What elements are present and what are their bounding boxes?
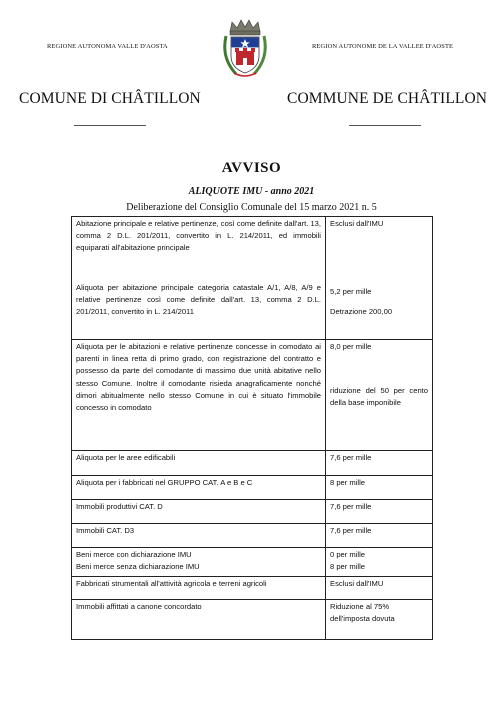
rate-description: Aliquota per le abitazioni e relative pertinenze concesse in comodato ai parenti in linea retta di primo grado, con registrazione del contratto e possesso da parte del comodante di massimo due unità abitative nello stesso Comune. Inoltre il comodante risieda anagraficamente nonché dimori abitualmente nello stesso Comune in cui è situato l'immobile concesso in comodato (72, 340, 326, 451)
table-row (72, 548, 433, 577)
rate-description: Immobili produttivi CAT. D (72, 500, 326, 524)
notice-title: AVVISO (221, 160, 282, 176)
rate-value: Esclusi dall'IMU (326, 577, 433, 600)
municipality-name-italian: COMUNE DI CHÂTILLON (19, 90, 201, 107)
table-row (72, 577, 433, 600)
table-row (72, 340, 433, 451)
description-text: Abitazione principale e relative pertinenze, così come definite dall'art. 13, comma 2 D.L. 201/2011, convertito in L. 214/2011, ed immobili equiparati all'abitazione principale (76, 219, 322, 253)
rate-value (326, 548, 433, 577)
header-divider-right (349, 125, 421, 126)
deliberation-reference: Deliberazione del Consiglio Comunale del 15 marzo 2021 n. 5 (126, 202, 377, 213)
rate-value: 8 per mille (326, 476, 433, 500)
rate-value (326, 340, 433, 451)
municipality-name-french: COMMUNE DE CHÂTILLON (287, 90, 488, 107)
table-row (72, 217, 433, 340)
rate-value: 7,6 per mille (326, 500, 433, 524)
table-row (72, 600, 433, 640)
value-text: Esclusi dall'IMU (330, 219, 384, 228)
rate-description: Aliquota per i fabbricati nel GRUPPO CAT. A e B e C (72, 476, 326, 500)
table-row (72, 476, 433, 500)
rate-description: Immobili affittati a canone concordato (72, 600, 326, 640)
municipal-coat-of-arms (222, 18, 268, 80)
header-divider-left (74, 125, 146, 126)
value-text: 8 per mille (330, 562, 366, 572)
value-text: 5,2 per mille (330, 287, 372, 296)
notice-subtitle: ALIQUOTE IMU - anno 2021 (188, 186, 315, 197)
rate-value (326, 217, 433, 340)
rate-description: Immobili CAT. D3 (72, 524, 326, 548)
value-text: 8,0 per mille (330, 342, 372, 351)
value-text: riduzione del 50 per cento della base imponibile (330, 386, 428, 408)
rate-value: Riduzione al 75% dell'imposta dovuta (326, 600, 433, 640)
table-row (72, 500, 433, 524)
value-text: Detrazione 200,00 (330, 307, 393, 316)
rate-value: 7,6 per mille (326, 524, 433, 548)
rate-description: Fabbricati strumentali all'attività agricola e terreni agricoli (72, 577, 326, 600)
description-text: Beni merce senza dichiarazione IMU (76, 562, 200, 572)
table-row (72, 524, 433, 548)
rate-description: Aliquota per le aree edificabili (72, 451, 326, 476)
region-name-french: REGION AUTONOME DE LA VALLEE D'AOSTE (312, 43, 454, 50)
tax-rates-table (71, 216, 433, 640)
table-row (72, 451, 433, 476)
rate-description (72, 548, 326, 577)
value-text: 0 per mille (330, 550, 366, 559)
description-text: Aliquota per abitazione principale categoria catastale A/1, A/8, A/9 e relative pertinenze così come definite dall'art. 13, comma 2 D.L. 201/2011, convertito in L. 214/2011 (76, 283, 321, 317)
rate-value: 7,6 per mille (326, 451, 433, 476)
rate-description (72, 217, 326, 340)
region-name-italian: REGIONE AUTONOMA VALLE D'AOSTA (47, 43, 168, 50)
description-text: Beni merce con dichiarazione IMU (76, 550, 192, 559)
